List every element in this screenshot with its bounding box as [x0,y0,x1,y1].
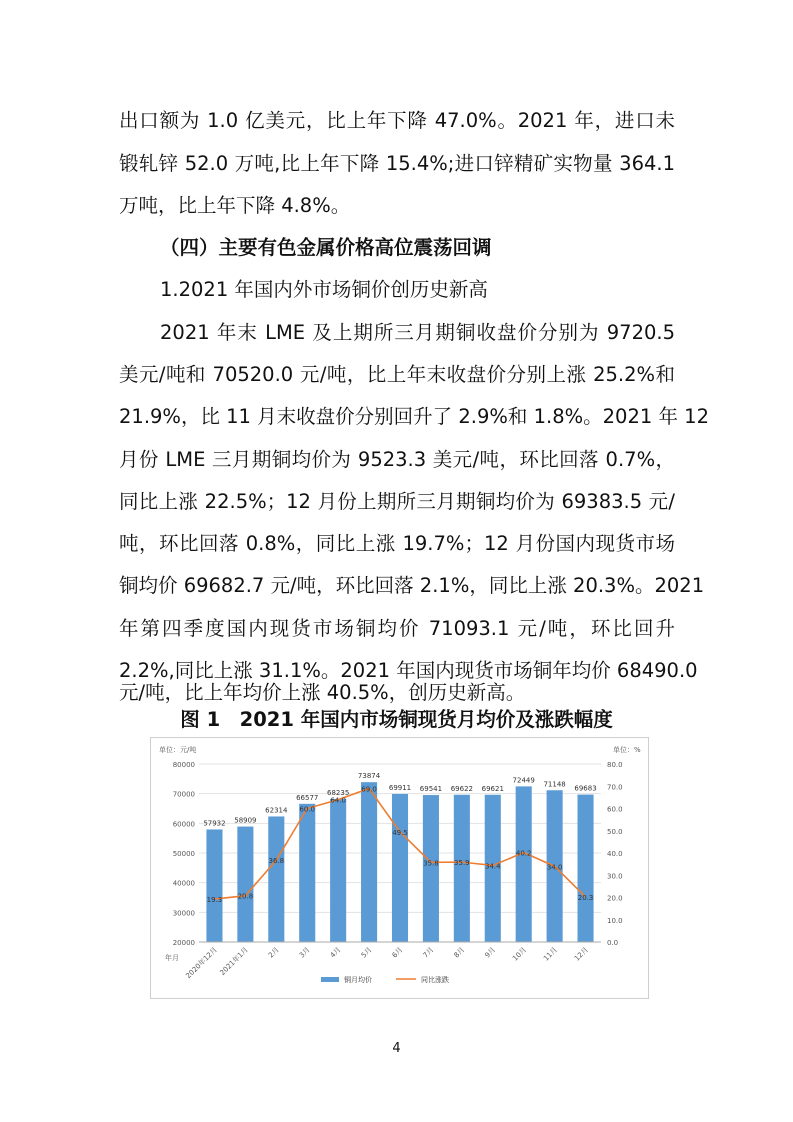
right-tick-label: 0.0 [607,939,619,947]
right-axis-unit: 单位：% [613,746,641,754]
line-value-label: 40.2 [515,849,532,858]
body-line: 月份 LME 三月期铜均价为 9523.3 美元/吨，环比回落 0.7%， [119,448,675,471]
bar [454,795,470,942]
right-tick-label: 70.0 [607,783,623,792]
right-tick-label: 40.0 [607,850,623,858]
bar [361,782,377,942]
bar-value-label: 57932 [203,819,226,828]
section-heading: （四）主要有色金属价格高位震荡回调 [160,236,492,259]
bar-value-label: 69541 [419,785,443,794]
category-label: 4月 [328,945,343,960]
chart-legend [321,975,449,984]
left-tick-label: 40000 [172,879,195,888]
left-tick-label: 60000 [172,820,195,829]
left-tick-label: 50000 [172,850,195,858]
bar [237,827,253,942]
body-line-last: 元/吨，比上年均价上涨 40.5%，创历史新高。 [119,681,526,704]
bar [423,795,439,942]
bar-value-label: 73874 [357,772,381,781]
bar [330,796,346,942]
category-label: 8月 [452,945,467,960]
bar [268,816,284,942]
bar-value-label: 72449 [512,776,535,785]
bar [516,786,532,942]
page-number: 4 [392,1041,401,1056]
copper-price-chart [150,737,649,999]
bar [577,795,593,942]
line-value-label: 49.5 [392,828,408,837]
body-line: 2.2%,同比上涨 31.1%。2021 年国内现货市场铜年均价 68490.0 [119,659,698,682]
legend-label-bar: 铜月均价 [344,976,372,984]
right-tick-label: 50.0 [607,827,623,836]
body-line: 美元/吨和 70520.0 元/吨，比上年末收盘价分别上涨 25.2%和 [119,363,675,386]
bar-value-label: 69621 [481,784,504,793]
line-value-label: 20.3 [577,893,594,902]
bar-value-label: 69911 [388,783,412,792]
left-axis-unit: 单位：元/吨 [159,746,197,754]
line-value-label: 36.8 [268,857,285,866]
right-tick-label: 20.0 [607,894,623,903]
right-tick-label: 60.0 [607,805,623,814]
paragraph-line: 出口额为 1.0 亿美元，比上年下降 47.0%。2021 年，进口未 [119,109,675,132]
right-tick-label: 10.0 [607,916,623,925]
line-value-label: 20.8 [237,892,254,901]
body-line: 铜均价 69682.7 元/吨，环比回落 2.1%，同比上涨 20.3%。2021 [119,574,705,597]
bar [299,804,315,942]
line-value-label: 34.4 [484,862,501,871]
line-value-label: 34.0 [546,863,563,872]
category-label: 11月 [542,945,560,963]
left-tick-label: 20000 [172,939,195,947]
bar-value-label: 69683 [574,784,597,793]
paragraph-line: 万吨，比上年下降 4.8%。 [119,194,351,217]
category-label: 2021年1月 [218,945,250,978]
chart-svg [151,738,648,998]
category-label: 10月 [511,945,529,963]
body-line: 吨，环比回落 0.8%，同比上涨 19.7%；12 月份国内现货市场 [119,532,675,555]
category-label: 3月 [297,945,312,960]
x-axis-label: 年月 [165,954,179,962]
bar-value-label: 71148 [543,780,566,789]
legend-swatch-bar [321,977,339,982]
right-tick-label: 30.0 [607,872,623,881]
category-label: 6月 [390,945,405,960]
line-value-label: 69.0 [361,785,377,794]
body-line: 21.9%，比 11 月末收盘价分别回升了 2.9%和 1.8%。2021 年 12 [119,405,709,428]
legend-label-line: 同比涨跌 [421,976,449,984]
subsection-heading: 1.2021 年国内外市场铜价创历史新高 [160,278,488,301]
category-label: 5月 [359,945,374,960]
line-value-label: 35.9 [454,859,470,868]
category-label: 2月 [266,945,281,960]
bar [392,794,408,942]
figure-caption: 图 1 2021 年国内市场铜现货月均价及涨跌幅度 [180,708,613,731]
bar-value-label: 68235 [327,788,350,797]
category-label: 12月 [573,945,590,963]
bar-value-label: 62314 [265,806,288,815]
bar-value-label: 58909 [234,816,257,825]
line-value-label: 19.3 [206,896,223,905]
paragraph-line: 锻轧锌 52.0 万吨,比上年下降 15.4%;进口锌精矿实物量 364.1 [119,152,675,175]
bar-value-label: 66577 [296,793,319,802]
line-value-label: 35.8 [423,859,439,868]
bar-value-label: 69622 [450,784,473,793]
right-tick-label: 80.0 [607,761,623,769]
body-line: 同比上涨 22.5%；12 月份上期所三月期铜均价为 69383.5 元/ [119,490,675,513]
bar [206,829,222,942]
line-value-label: 64.0 [330,796,346,805]
category-label: 2020年12月 [184,945,219,981]
left-tick-label: 80000 [172,761,195,769]
left-tick-label: 70000 [172,790,195,799]
body-line: 2021 年末 LME 及上期所三月期铜收盘价分别为 9720.5 [160,321,675,344]
left-tick-label: 30000 [172,909,195,918]
category-label: 9月 [483,945,498,960]
line-value-label: 60.0 [299,805,316,814]
body-line: 年第四季度国内现货市场铜均价 71093.1 元/吨，环比回升 [119,617,675,640]
category-label: 7月 [421,945,436,960]
